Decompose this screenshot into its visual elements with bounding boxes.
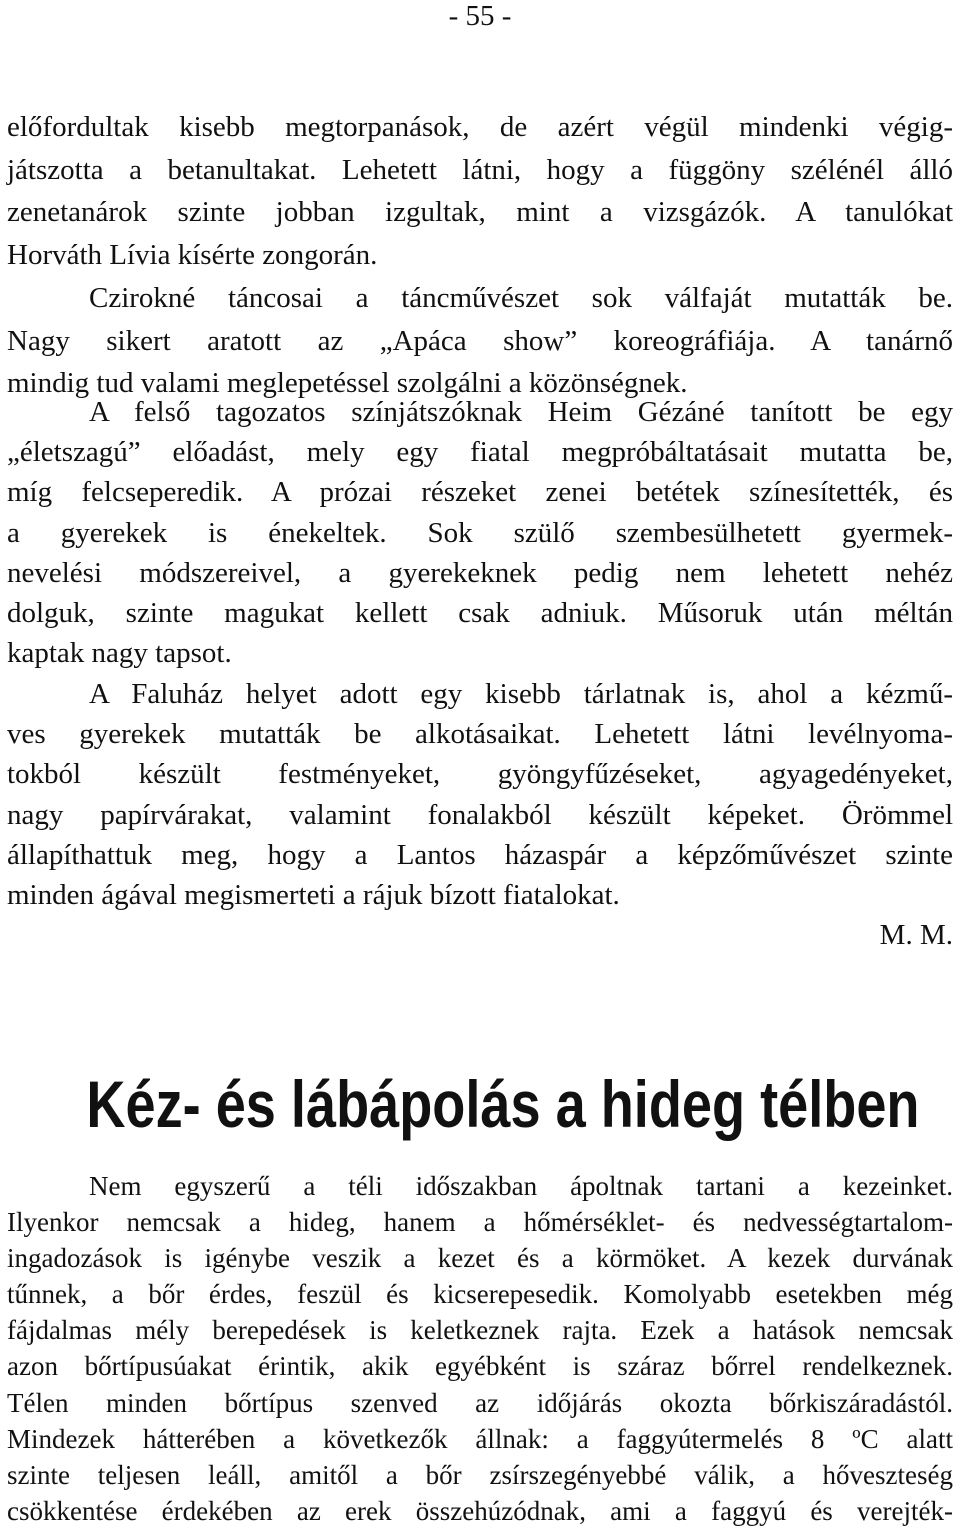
- text-line: Télen minden bőrtípus szenved az időjárás okozta bőrkiszáradástól.: [7, 1387, 953, 1418]
- text-line: Czirokné táncosai a táncművészet sok válfaját mutatták be.: [89, 281, 953, 314]
- article1-paragraph-2: [7, 392, 953, 673]
- text-line: Nagy sikert aratott az „Apáca show” koreográfiája. A tanárnő: [7, 324, 953, 357]
- text-line: A felső tagozatos színjátszóknak Heim Gézáné tanított be egy: [89, 396, 953, 428]
- text-line: nagy papírvárakat, valamint fonalakból készült képeket. Örömmel: [7, 798, 953, 831]
- text-line: a gyerekek is énekeltek. Sok szülő szembesülhetett gyermek-: [7, 516, 953, 549]
- text-line: állapíthattuk meg, hogy a Lantos házaspár a képzőművészet szinte: [7, 838, 953, 871]
- article-title: Kéz- és lábápolás a hideg télben: [86, 1067, 920, 1141]
- text-line: zenetanárok szinte jobban izgultak, mint a vizsgázók. A tanulókat: [7, 196, 953, 229]
- text-line: ves gyerekek mutatták be alkotásaikat. Lehetett látni levélnyoma-: [7, 718, 953, 751]
- text-line: A Faluház helyet adott egy kisebb tárlatnak is, ahol a kézmű-: [89, 678, 953, 710]
- text-line: ingadozások is igénybe veszik a kezet és a körmöket. A kezek durvának: [7, 1243, 953, 1274]
- text-line: tokból készült festményeket, gyöngyfűzéseket, agyagedényeket,: [7, 758, 953, 791]
- text-line: nevelési módszereivel, a gyerekeknek pedig nem lehetett nehéz: [7, 556, 953, 589]
- text-line: azon bőrtípusúakat érintik, akik egyébként is száraz bőrrel rendelkeznek.: [7, 1351, 953, 1382]
- author-signature: M. M.: [879, 919, 953, 951]
- text-line: tűnnek, a bőr érdes, feszül és kicserepesedik. Komolyabb esetekben még: [7, 1279, 953, 1310]
- text-line: Mindezek hátterében a következők állnak: a faggyútermelés 8 ºC alatt: [7, 1423, 953, 1454]
- article1-paragraph-3: [7, 674, 953, 915]
- text-line: játszotta a betanultakat. Lehetett látni, hogy a függöny szélénél álló: [7, 153, 953, 186]
- text-line: kaptak nagy tapsot.: [7, 637, 232, 670]
- text-line: Horváth Lívia kísérte zongorán.: [7, 239, 378, 272]
- text-line: csökkentése érdekében az erek összehúzódnak, ami a faggyú és verejték-: [7, 1495, 953, 1526]
- text-line: Ilyenkor nemcsak a hideg, hanem a hőmérséklet- és nedvességtartalom-: [7, 1207, 953, 1238]
- text-line: „életszagú” előadást, mely egy fiatal megpróbáltatásait mutatta be,: [7, 436, 953, 469]
- text-line: minden ágával megismerteti a rájuk bízott fiatalokat.: [7, 879, 620, 912]
- text-line: előfordultak kisebb megtorpanások, de azért végül mindenki végig-: [7, 111, 953, 143]
- article2-body: [7, 1168, 953, 1529]
- text-line: fájdalmas mély berepedések is keletkeznek rajta. Ezek a hatások nemcsak: [7, 1315, 953, 1346]
- text-line: mindig tud valami meglepetéssel szolgálni a közönségnek.: [7, 367, 688, 400]
- page-number: - 55 -: [448, 0, 512, 32]
- text-line: míg felcseperedik. A prózai részeket zenei betétek színesítették, és: [7, 476, 953, 509]
- article1-paragraph-1: [7, 106, 953, 405]
- text-line: Nem egyszerű a téli időszakban ápoltnak tartani a kezeinket.: [89, 1171, 953, 1201]
- text-line: dolguk, szinte magukat kellett csak adniuk. Műsoruk után méltán: [7, 597, 953, 630]
- text-line: szinte teljesen leáll, amitől a bőr zsírszegényebbé válik, a hőveszteség: [7, 1459, 953, 1490]
